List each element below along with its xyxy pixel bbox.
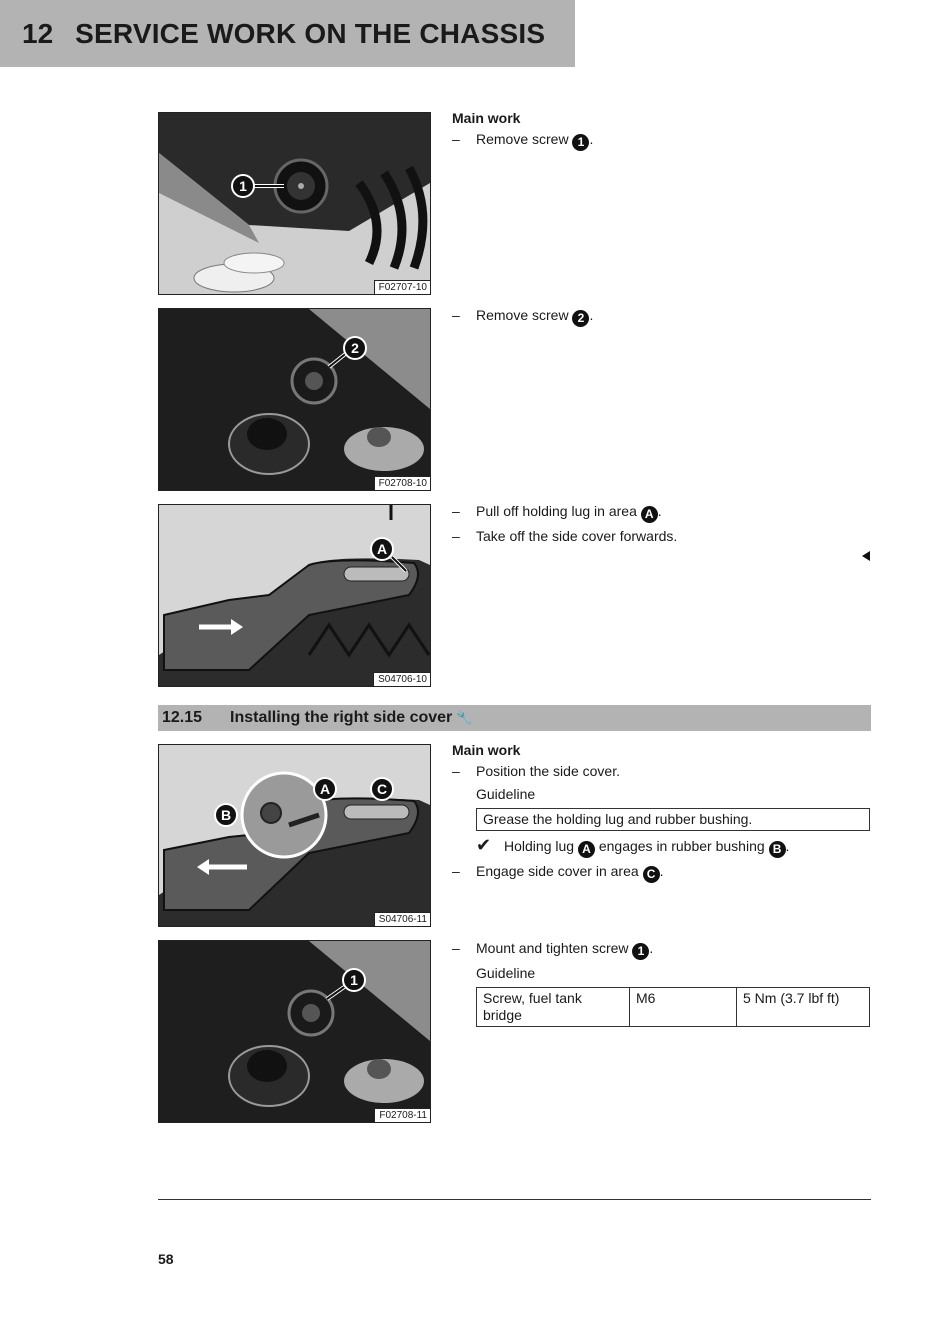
section-title: Installing the right side cover <box>230 709 453 726</box>
figure-tighten-screw <box>158 940 431 1123</box>
figure-remove-screw-1 <box>158 112 431 295</box>
chapter-header <box>0 0 575 67</box>
badge-b-icon: B <box>769 841 786 858</box>
installation-main-work <box>452 742 872 887</box>
badge-2-icon: 2 <box>572 310 589 327</box>
section-number: 12.15 <box>162 709 203 726</box>
figure-position-cover <box>158 744 431 927</box>
figure-remove-screw-2 <box>158 308 431 491</box>
step-position-cover: – Position the side cover. <box>452 763 620 779</box>
guideline-note: Grease the holding lug and rubber bushing. <box>477 809 870 831</box>
callout-label: A <box>376 541 388 557</box>
guideline-label: Guideline <box>476 965 536 981</box>
figure-label: S04706-11 <box>374 912 430 926</box>
callout-label: 1 <box>350 972 358 988</box>
torque-item: Screw, fuel tank bridge <box>477 988 630 1027</box>
figure-label: F02707-10 <box>374 280 430 294</box>
figure-label: F02708-10 <box>374 476 430 490</box>
callout-label: C <box>376 781 388 797</box>
badge-c-icon: C <box>643 866 660 883</box>
removal-step-3 <box>452 502 872 550</box>
step-remove-screw-1: – Remove screw 1 . <box>452 131 594 149</box>
main-work-heading: Main work <box>452 742 521 758</box>
main-work-heading: Main work <box>452 110 521 126</box>
torque-table <box>476 987 870 1027</box>
section-header <box>158 705 871 731</box>
guideline-note-table <box>476 808 870 831</box>
badge-a-icon: A <box>641 506 658 523</box>
chapter-title: SERVICE WORK ON THE CHASSIS <box>75 17 546 49</box>
figure-label: F02708-11 <box>374 1108 430 1122</box>
footer-rule <box>158 1199 871 1200</box>
page-number: 58 <box>158 1251 174 1267</box>
torque-row <box>477 988 870 1027</box>
chapter-number: 12 <box>22 17 54 49</box>
callout-label: B <box>220 807 232 823</box>
removal-step-2 <box>452 306 872 331</box>
badge-a-icon: A <box>578 841 595 858</box>
section-end-icon <box>862 551 870 561</box>
callout-label: 2 <box>351 340 359 356</box>
removal-main-work <box>452 110 872 155</box>
step-pull-holding-lug: – Pull off holding lug in area A . <box>452 503 662 521</box>
badge-1-icon: 1 <box>572 134 589 151</box>
callout-label: A <box>319 781 331 797</box>
installation-step-tighten <box>452 939 872 1027</box>
step-take-off-cover: – Take off the side cover forwards. <box>452 528 678 544</box>
callout-label: 1 <box>239 178 247 194</box>
checkmark-icon: ✔ <box>476 835 492 855</box>
step-mount-tighten-screw: – Mount and tighten screw 1 . <box>452 940 654 958</box>
figure-label: S04706-10 <box>373 672 430 686</box>
wrench-icon: 🔧 <box>456 710 473 725</box>
step-engage-cover: – Engage side cover in area C . <box>452 863 664 881</box>
figure-pull-holding-lug <box>158 504 431 687</box>
check-result: ✔ Holding lug A engages in rubber bushing B . <box>476 835 790 856</box>
torque-thread: M6 <box>630 988 737 1027</box>
badge-1-icon: 1 <box>632 943 649 960</box>
guideline-label: Guideline <box>476 786 536 802</box>
torque-value: 5 Nm (3.7 lbf ft) <box>737 988 870 1027</box>
step-remove-screw-2: – Remove screw 2 . <box>452 307 594 325</box>
